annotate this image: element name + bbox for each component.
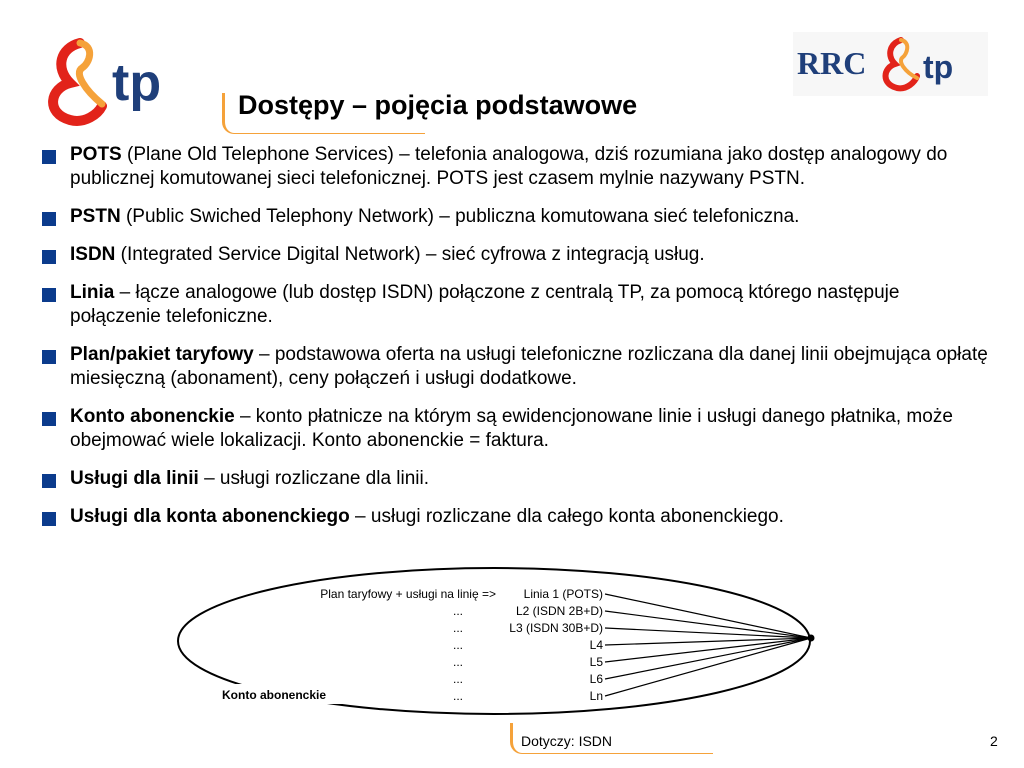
definition: (Public Swiched Telephony Network) – publiczna komutowana sieć telefoniczna. xyxy=(120,206,800,227)
page-number: 2 xyxy=(990,733,998,749)
term: ISDN xyxy=(70,244,116,265)
line-label-right: L3 (ISDN 30B+D) xyxy=(509,621,603,635)
line-label-right: L2 (ISDN 2B+D) xyxy=(515,604,603,618)
definition: – usługi rozliczane dla linii. xyxy=(198,468,430,489)
definition: – konto płatnicze na którym są ewidencjonowane linie i usługi danego płatnika, może obejmować wiele lokalizacji. Konto abonenckie = faktura. xyxy=(70,406,953,451)
logo-left-text: tp xyxy=(112,54,162,112)
connection-line xyxy=(605,594,811,638)
line-label-left: ... xyxy=(452,604,463,618)
term: Usługi dla linii xyxy=(70,468,199,489)
line-label-left: Plan taryfowy + usługi na linię => xyxy=(320,587,496,601)
definition: – usługi rozliczane dla całego konta abonenckiego. xyxy=(349,506,784,527)
logo-right-tp-text: tp xyxy=(923,49,954,85)
line-label-left: ... xyxy=(452,672,463,686)
line-label-left: ... xyxy=(452,621,463,635)
term: POTS xyxy=(70,144,122,165)
term: Usługi dla konta abonenckiego xyxy=(70,506,350,527)
term: Plan/pakiet taryfowy xyxy=(70,344,254,365)
line-label-left: ... xyxy=(452,655,463,669)
connection-line xyxy=(605,638,811,696)
definition: (Plane Old Telephone Services) – telefonia analogowa, dziś rozumiana jako dostęp analogowy do publicznej komutowanej sieci telefonicznej. POTS jest czasem mylnie nazywany PSTN. xyxy=(70,144,948,189)
page-title: Dostępy – pojęcia podstawowe xyxy=(238,90,638,120)
connection-line xyxy=(605,628,811,638)
logo-rrc-text: RRC xyxy=(797,45,867,81)
account-label: Konto abonenckie xyxy=(222,688,327,702)
definition: (Integrated Service Digital Network) – sieć cyfrowa z integracją usług. xyxy=(115,244,705,265)
connection-line xyxy=(605,611,811,638)
line-label-left: ... xyxy=(452,638,463,652)
line-label-right: L5 xyxy=(589,655,603,669)
footer-note: Dotyczy: ISDN xyxy=(521,733,613,749)
term: Konto abonenckie xyxy=(70,406,235,427)
term: Linia xyxy=(70,282,115,303)
line-label-right: Ln xyxy=(589,689,603,703)
line-label-right: Linia 1 (POTS) xyxy=(523,587,603,601)
line-label-left: ... xyxy=(452,689,463,703)
line-label-right: L6 xyxy=(589,672,603,686)
term: PSTN xyxy=(70,206,121,227)
line-label-right: L4 xyxy=(589,638,603,652)
definition: – łącze analogowe (lub dostęp ISDN) połączone z centralą TP, za pomocą którego następuje połączenie telefoniczne. xyxy=(70,282,900,327)
definition: – podstawowa oferta na usługi telefoniczne rozliczana dla danej linii obejmująca opłatę miesięczną (abonament), ceny połączeń i usługi dodatkowe. xyxy=(70,344,988,389)
